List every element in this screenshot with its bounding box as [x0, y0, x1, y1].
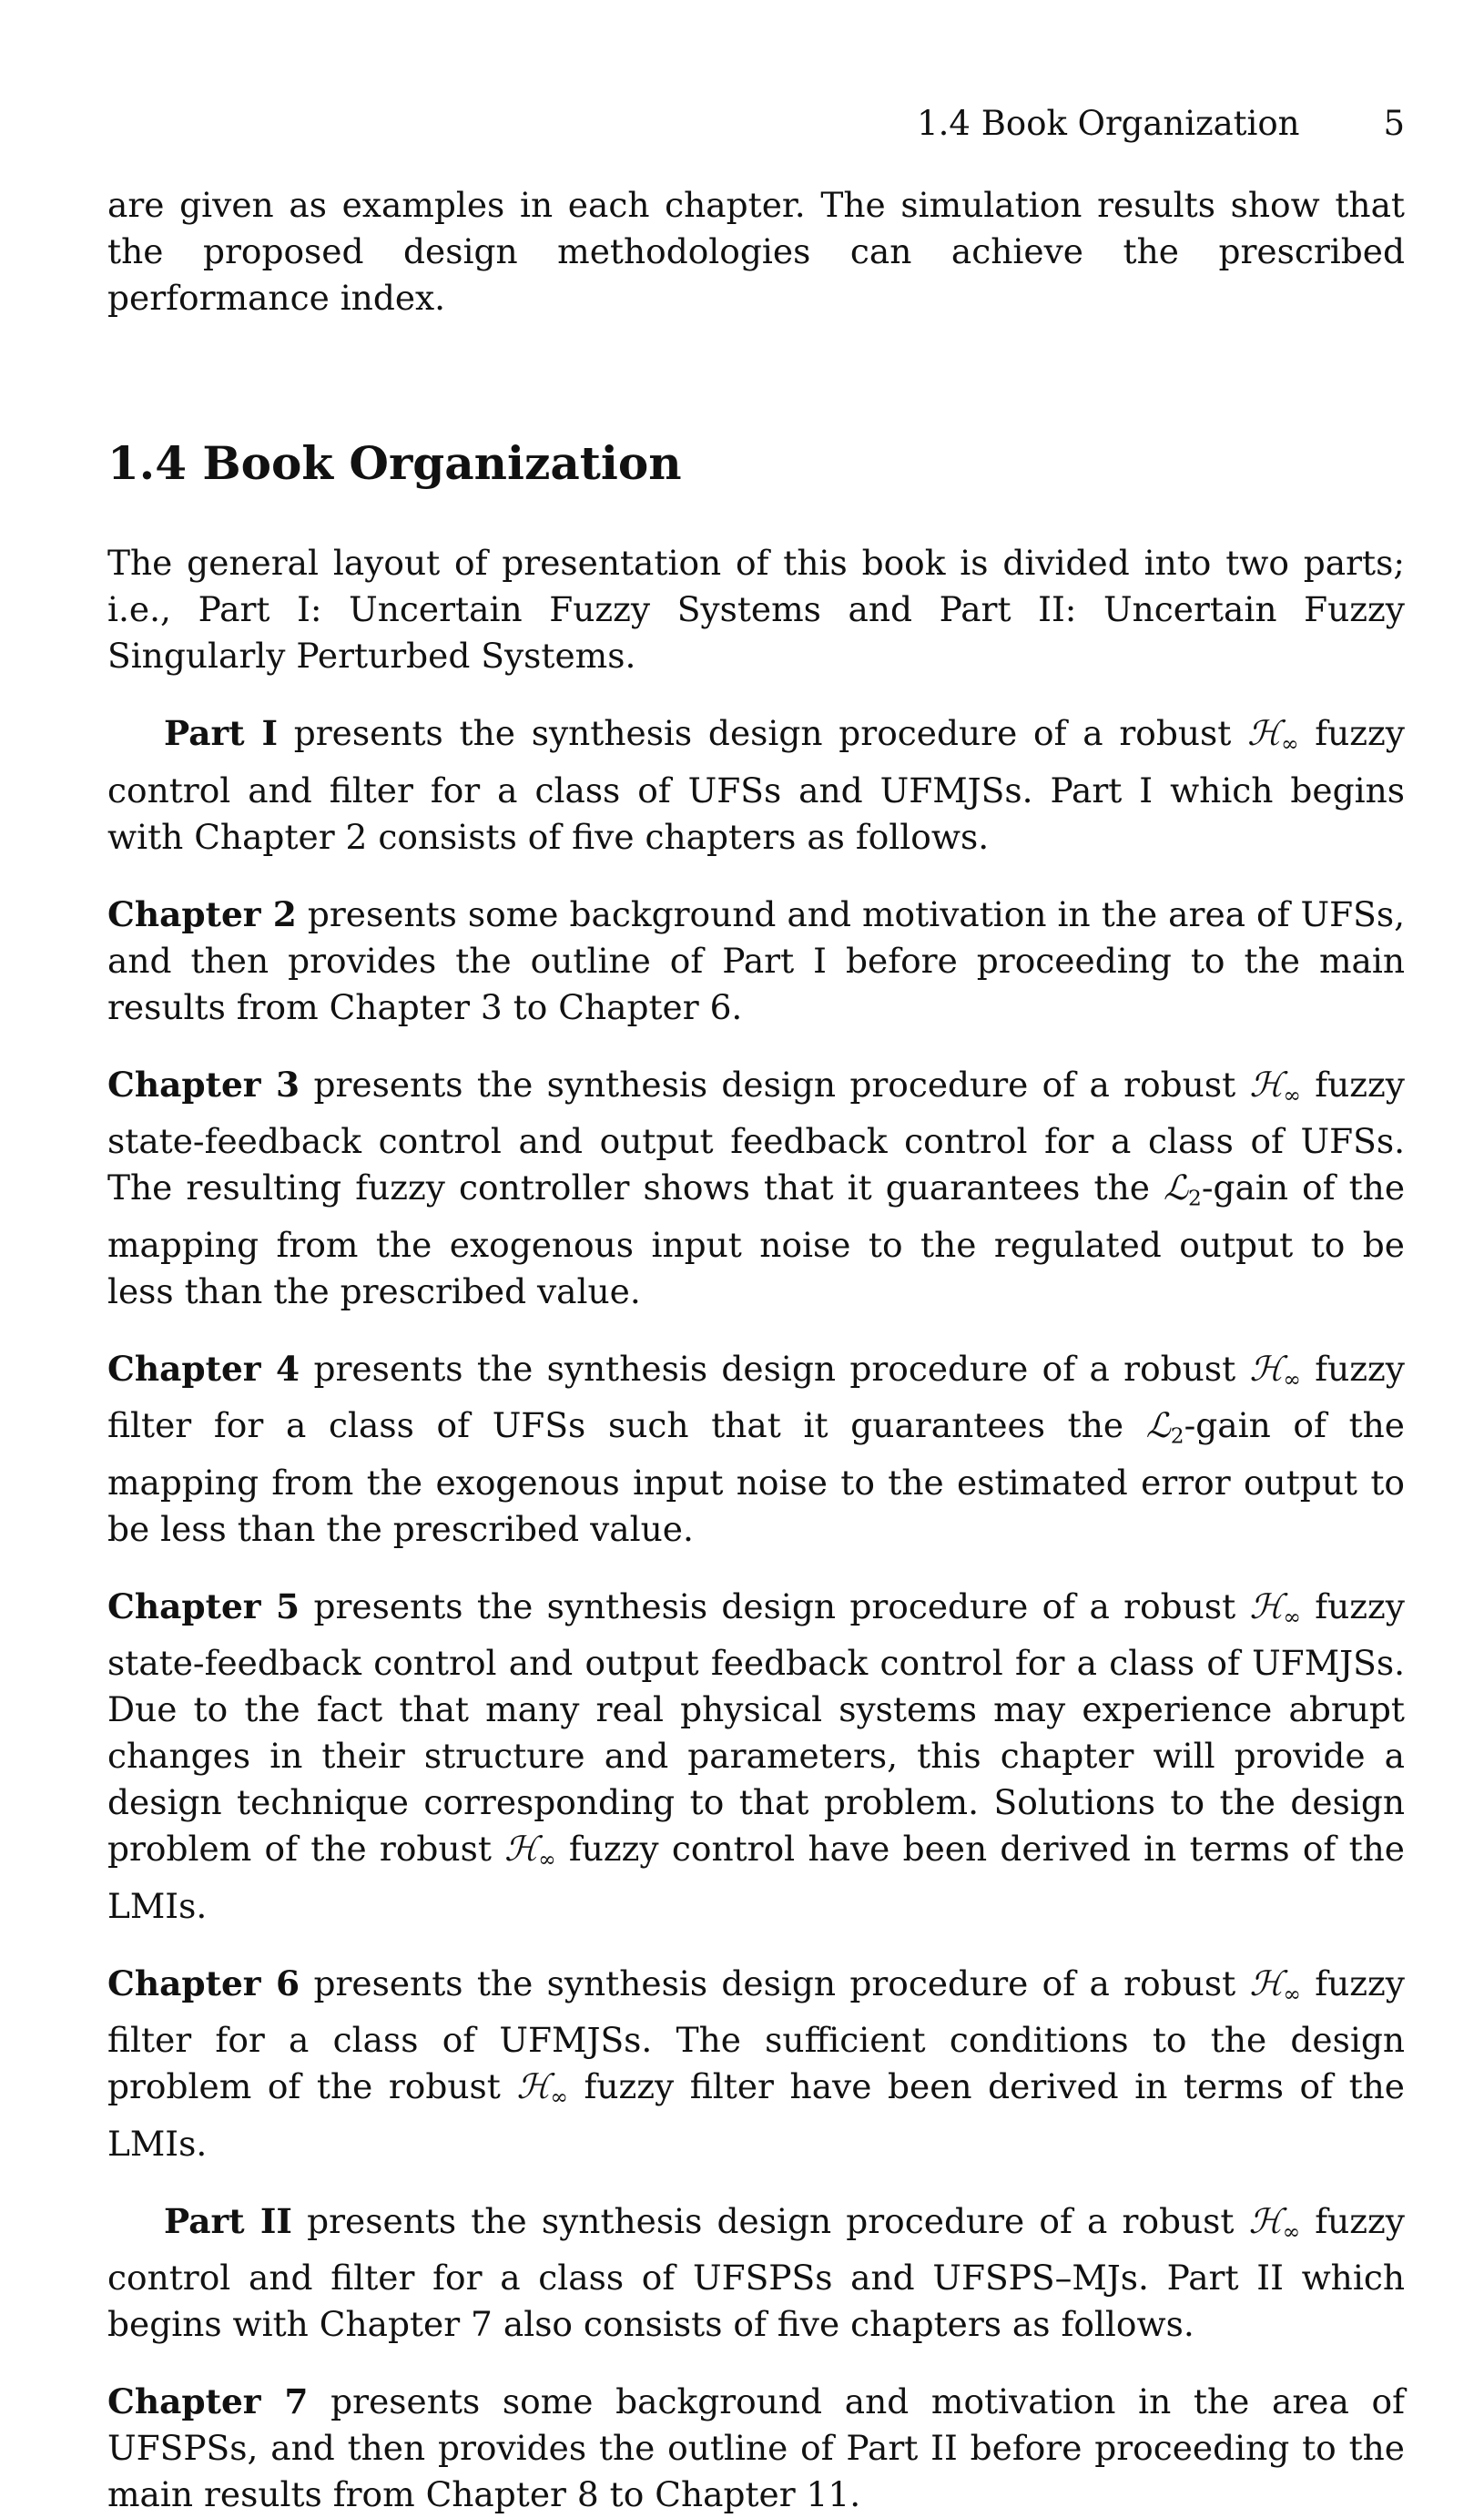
- l2-symbol: [1145, 1405, 1184, 1449]
- h-symbol: ℋ: [1247, 713, 1282, 753]
- h-infinity-symbol: [1249, 1348, 1301, 1392]
- l2-symbol: [1164, 1167, 1202, 1211]
- chapter4-paragraph: [107, 1346, 1405, 1553]
- h-symbol: ℋ: [1249, 1348, 1284, 1389]
- part1-text-b: fuzzy control and filter for a class of UFSs and UFMJSs. Part I which begins with Chapter 2 consists of five chapters as follows.: [107, 713, 1405, 857]
- chapter4-text-b: fuzzy filter for a class of UFSs such that it guarantees the: [107, 1348, 1405, 1445]
- part2-lead: Part II: [164, 2200, 292, 2241]
- chapter3-text-b: fuzzy state-feedback control and output feedback control for a class of UFSs. The resulting fuzzy controller shows that it guarantees the: [107, 1064, 1405, 1208]
- infinity-subscript: ∞: [1283, 1367, 1301, 1392]
- infinity-subscript: ∞: [1281, 731, 1299, 757]
- intro-paragraph: are given as examples in each chapter. The simulation results show that the proposed design methodologies can achieve the prescribed performance index.: [107, 185, 1405, 318]
- h-infinity-symbol: [504, 1829, 556, 1872]
- chapter6-text-a: presents the synthesis design procedure of a robust: [300, 1962, 1250, 2003]
- chapter6-text-c: fuzzy filter have been derived in terms of the LMIs.: [107, 2066, 1405, 2164]
- part1-text-a: presents the synthesis design procedure of a robust: [278, 713, 1248, 753]
- infinity-subscript: ∞: [1283, 1083, 1301, 1107]
- layout-paragraph: The general layout of presentation of this book is divided into two parts; i.e., Part I: Uncertain Fuzzy Systems and Part II: Uncertain Fuzzy Singularly Perturbed Systems.: [107, 543, 1405, 676]
- infinity-subscript: ∞: [1283, 1982, 1301, 2006]
- h-symbol: ℋ: [1249, 1962, 1284, 2003]
- chapter5-paragraph: [107, 1584, 1405, 1930]
- running-header-title: 1.4 Book Organization: [917, 104, 1300, 143]
- h-infinity-symbol: [1249, 1585, 1301, 1629]
- chapter6-paragraph: [107, 1961, 1405, 2167]
- l2-subscript: 2: [1188, 1186, 1202, 1211]
- part2-text-b: fuzzy control and filter for a class of UFSPSs and UFSPS–MJs. Part II which begins with Chapter 7 also consists of five chapters as follows.: [107, 2200, 1405, 2344]
- section-heading: 1.4 Book Organization: [107, 436, 682, 490]
- part1-lead: Part I: [164, 713, 278, 753]
- chapter3-paragraph: [107, 1062, 1405, 1315]
- infinity-subscript: ∞: [550, 2085, 568, 2110]
- chapter7-paragraph: [107, 2379, 1405, 2518]
- running-header: [917, 102, 1405, 146]
- infinity-subscript: ∞: [1282, 2219, 1301, 2244]
- chapter3-text-a: presents the synthesis design procedure of a robust: [300, 1064, 1250, 1105]
- chapter4-text-c: -gain of the mapping from the exogenous input noise to the estimated error output to be less than the prescribed value.: [107, 1405, 1405, 1549]
- chapter5-text-a: presents the synthesis design procedure of a robust: [300, 1585, 1250, 1626]
- part2-paragraph: [107, 2198, 1405, 2349]
- chapter5-text-c: fuzzy control have been derived in terms of the LMIs.: [107, 1829, 1405, 1926]
- chapter5-lead: Chapter 5: [107, 1585, 300, 1626]
- h-symbol: ℋ: [1249, 1585, 1284, 1626]
- h-infinity-symbol: [1248, 2200, 1301, 2244]
- h-infinity-symbol: [1249, 1962, 1301, 2006]
- chapter2-lead: Chapter 2: [107, 893, 297, 934]
- chapter4-text-a: presents the synthesis design procedure of a robust: [300, 1348, 1250, 1389]
- infinity-subscript: ∞: [1283, 1605, 1301, 1629]
- page-number: 5: [1383, 104, 1405, 143]
- h-symbol: ℋ: [1249, 1064, 1284, 1105]
- l2-subscript: 2: [1170, 1423, 1184, 1449]
- chapter3-lead: Chapter 3: [107, 1064, 300, 1105]
- chapter2-paragraph: [107, 892, 1405, 1031]
- l-symbol: ℒ: [1145, 1405, 1171, 1445]
- chapter6-text-b: fuzzy filter for a class of UFMJSs. The sufficient conditions to the design problem of the robust: [107, 1962, 1405, 2106]
- h-symbol: ℋ: [1248, 2200, 1283, 2241]
- body-text: [107, 182, 1405, 2518]
- chapter4-lead: Chapter 4: [107, 1348, 300, 1389]
- chapter6-lead: Chapter 6: [107, 1962, 300, 2003]
- chapter2-text: presents some background and motivation in the area of UFSs, and then provides the outline of Part I before proceeding to the main results from Chapter 3 to Chapter 6.: [107, 893, 1405, 1027]
- chapter7-lead: Chapter 7: [107, 2381, 309, 2421]
- h-infinity-symbol: [1249, 1065, 1300, 1105]
- infinity-subscript: ∞: [538, 1847, 556, 1872]
- l-symbol: ℒ: [1164, 1167, 1189, 1208]
- h-symbol: ℋ: [516, 2066, 551, 2106]
- part2-text-a: presents the synthesis design procedure of a robust: [291, 2200, 1249, 2241]
- chapter3-text-c: -gain of the mapping from the exogenous input noise to the regulated output to be less than the prescribed value.: [107, 1167, 1406, 1311]
- h-symbol: ℋ: [504, 1829, 539, 1869]
- chapter7-text: presents some background and motivation in the area of UFSPSs, and then provides the outline of Part II before proceeding to the main results from Chapter 8 to Chapter 11.: [107, 2381, 1405, 2514]
- h-infinity-symbol: [516, 2066, 568, 2110]
- chapter5-text-b: fuzzy state-feedback control and output feedback control for a class of UFMJSs. Due to the fact that many real physical systems may experience abrupt changes in their structure and parameters, this chapter will provide a design technique corresponding to that problem. Solutions to the design problem of the robust: [107, 1585, 1405, 1869]
- part1-paragraph: [107, 710, 1405, 861]
- h-infinity-symbol: [1247, 713, 1299, 757]
